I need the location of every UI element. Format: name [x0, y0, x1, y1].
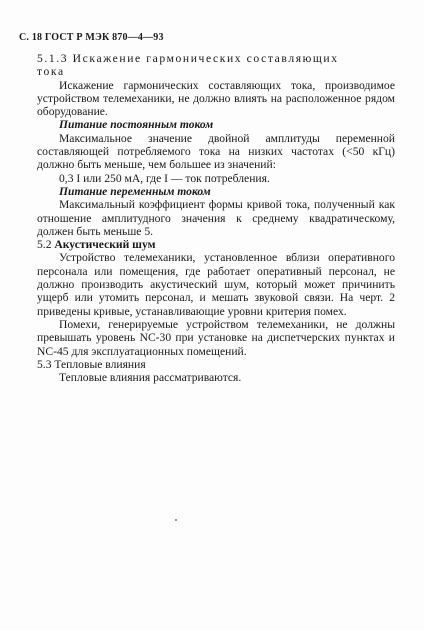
section-5-3-title: 5.3 Тепловые влияния [37, 357, 146, 371]
section-5-1-3-title-cont: тока [37, 65, 65, 79]
ac-power-heading: Питание переменным током [59, 184, 211, 198]
section-5-2-paragraph-1: Устройство телемеханики, установленное вблизи оперативного персонала или помещения, где работает оперативный персонал, не должно производить акустический шум, который может причинить ущерб или утомить персонал, и мешать звуковой связи. На черт. 2 приведены кривые, устанавливающие уровни критерия помех. [37, 251, 395, 318]
section-5-2-heading [37, 238, 395, 251]
ac-power-paragraph: Максимальный коэффициент формы кривой тока, полученный как отношение амплитудного значения к среднему квадратическому, должен быть меньше 5. [37, 198, 395, 238]
dc-power-formula: 0,3 I или 250 мА, где I — ток потребления. [59, 171, 270, 185]
section-5-2-title: Акустический шум [54, 238, 156, 252]
section-5-3-paragraph: Тепловые влияния рассматриваются. [59, 371, 242, 385]
section-5-1-3-paragraph: Искажение гармонических составляющих тока, производимое устройством телемеханики, не должно влиять на расположенное рядом оборудование. [37, 78, 395, 119]
dc-power-paragraph: Максимальное значение двойной амплитуды переменной составляющей потребляемого тока на низких частотах (<50 кГц) должно быть меньше, чем большее из значений: [37, 131, 395, 172]
page-header: С. 18 ГОСТ Р МЭК 870—4—93 [19, 32, 164, 43]
dc-power-heading: Питание постоянным током [59, 118, 214, 132]
page-content [37, 52, 395, 384]
section-5-2-paragraph-2: Помехи, генерируемые устройством телемеханики, не должны превышать уровень NC-30 при установке на диспетчерских пунктах и NC-45 для эксплуатационных помещений. [37, 317, 395, 358]
scan-speck [175, 519, 177, 521]
section-5-1-3-title: 5.1.3 Искажение гармонических составляющих [37, 52, 339, 65]
section-5-2-number: 5.2 [37, 238, 52, 252]
